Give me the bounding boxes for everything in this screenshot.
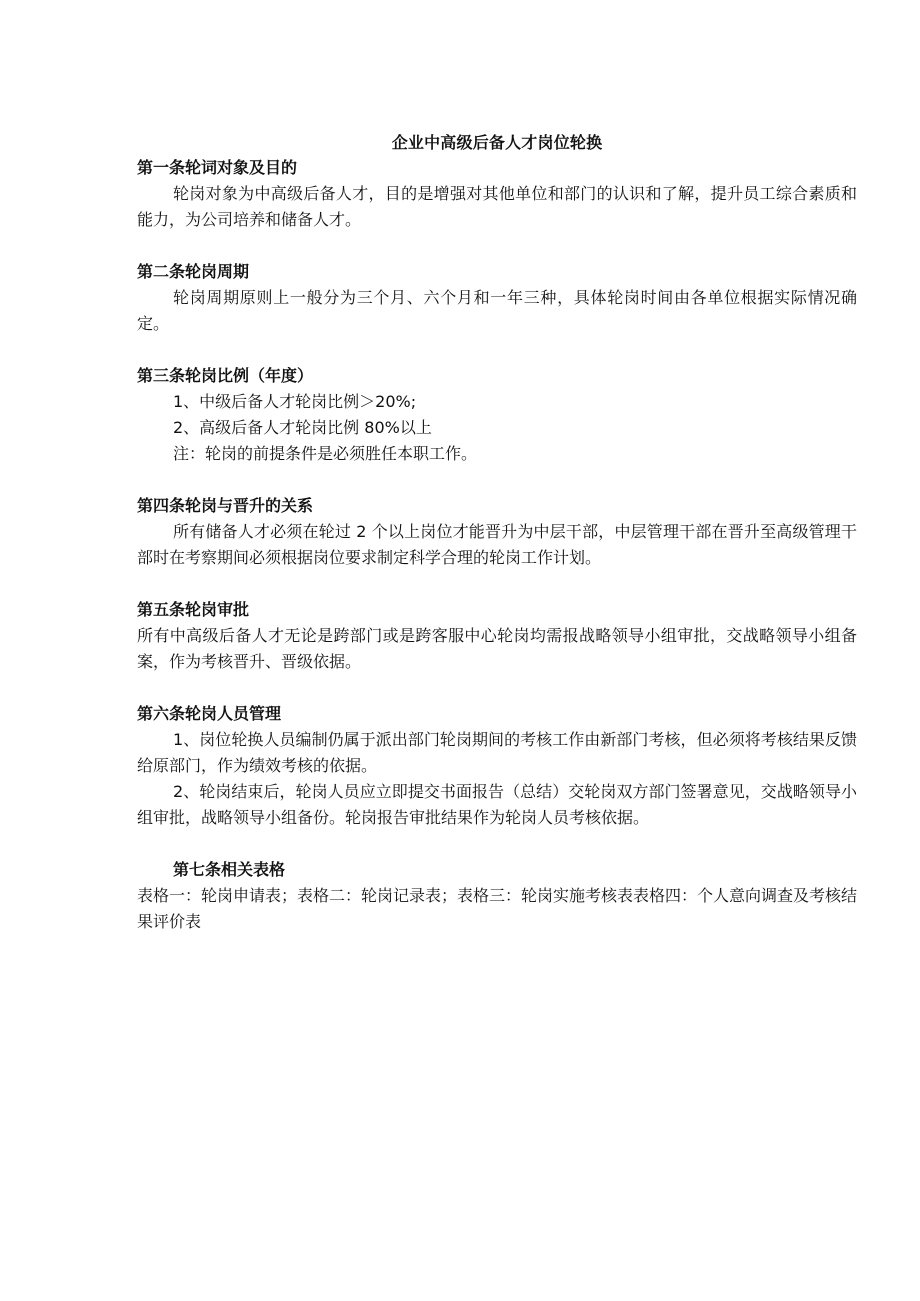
section-4-body: 所有储备人才必须在轮过 2 个以上岗位才能晋升为中层干部，中层管理干部在晋升至高级管理干部时在考察期间必须根据岗位要求制定科学合理的轮岗工作计划。	[137, 522, 857, 567]
section-3-item-1: 1、中级后备人才轮岗比例＞20%;	[173, 392, 417, 411]
spacer	[137, 337, 857, 363]
section-7-body: 表格一：轮岗申请表；表格二：轮岗记录表；表格三：轮岗实施考核表表格四：个人意向调查及考核结果评价表	[137, 886, 858, 931]
document-title: 企业中高级后备人才岗位轮换	[391, 133, 603, 152]
section-5-body: 所有中高级后备人才无论是跨部门或是跨客服中心轮岗均需报战略领导小组审批，交战略领导小组备案，作为考核晋升、晋级依据。	[137, 626, 857, 671]
spacer	[137, 233, 857, 259]
section-5-heading: 第五条轮岗审批	[137, 600, 250, 619]
spacer	[137, 831, 857, 857]
section-6-item-1: 1、岗位轮换人员编制仍属于派出部门轮岗期间的考核工作由新部门考核，但必须将考核结果反馈给原部门，作为绩效考核的依据。	[137, 730, 857, 775]
section-4-heading: 第四条轮岗与晋升的关系	[137, 496, 314, 515]
spacer	[137, 571, 857, 597]
spacer	[137, 675, 857, 701]
section-3-heading: 第三条轮岗比例（年度）	[137, 366, 314, 385]
section-1-body: 轮岗对象为中高级后备人才，目的是增强对其他单位和部门的认识和了解，提升员工综合素质和能力，为公司培养和储备人才。	[137, 184, 857, 229]
section-6-item-2: 2、轮岗结束后，轮岗人员应立即提交书面报告（总结）交轮岗双方部门签署意见，交战略领导小组审批，战略领导小组备份。轮岗报告审批结果作为轮岗人员考核依据。	[137, 782, 857, 827]
section-1-heading: 第一条轮词对象及目的	[137, 158, 298, 177]
section-7-heading: 第七条相关表格	[173, 860, 286, 879]
document-body	[137, 131, 857, 935]
section-3-item-2: 2、高级后备人才轮岗比例 80%以上	[173, 418, 432, 437]
section-6-heading: 第六条轮岗人员管理	[137, 704, 282, 723]
spacer	[137, 467, 857, 493]
section-2-heading: 第二条轮岗周期	[137, 262, 250, 281]
section-3-note: 注：轮岗的前提条件是必须胜任本职工作。	[173, 444, 478, 463]
section-2-body: 轮岗周期原则上一般分为三个月、六个月和一年三种，具体轮岗时间由各单位根据实际情况确定。	[137, 288, 857, 333]
